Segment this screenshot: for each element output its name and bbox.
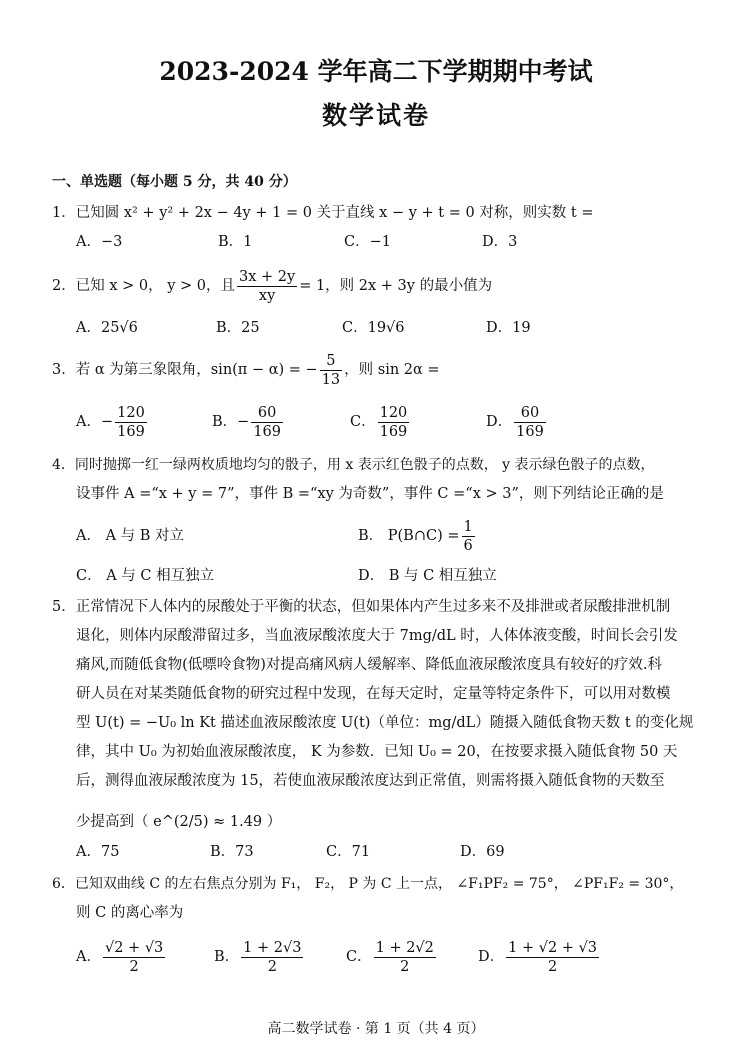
question-5-line-8: 少提高到（ e^(2/5) ≈ 1.49 ） <box>76 814 282 830</box>
fraction-numerator: 5 <box>320 352 342 371</box>
option-fraction <box>251 404 283 441</box>
question-2-fraction <box>237 268 297 305</box>
question-1-option-a: A．−3 <box>76 234 123 250</box>
fraction-numerator: 1 + 2√3 <box>243 939 302 956</box>
question-3-stem-start: 3．若 α 为第三象限角，sin(π − α) = − <box>52 362 318 378</box>
question-5-line-5: 型 U(t) = −U₀ ln Kt 描述血液尿酸浓度 U(t)（单位：mg/dL）随摄入随低食物天数 t 的变化规 <box>76 715 694 731</box>
question-5-line-4: 研人员在对某类随低食物的研究过程中发现，在每天定时，定量等特定条件下，可以用对数模 <box>76 686 671 702</box>
option-label: B． <box>214 949 240 965</box>
question-4-option-c: C． A 与 C 相互独立 <box>76 568 215 584</box>
fraction-denominator: 2 <box>547 958 558 975</box>
fraction-numerator: √2 + √3 <box>104 939 164 956</box>
question-5-line-1: 5．正常情况下人体内的尿酸处于平衡的状态，但如果体内产生过多来不及排泄或者尿酸排泄机制 <box>52 599 671 615</box>
question-4-option-d: D． B 与 C 相互独立 <box>358 568 497 584</box>
fraction-denominator: 2 <box>267 958 277 975</box>
fraction-denominator: 2 <box>129 958 139 975</box>
question-2-option-a: A．25√6 <box>76 320 138 336</box>
option-label: C． <box>346 949 372 965</box>
question-5-option-a: A．75 <box>76 844 120 860</box>
question-5-option-c: C．71 <box>326 844 371 860</box>
fraction-numerator: 1 <box>463 518 473 535</box>
question-3-option-d <box>486 400 548 444</box>
option-label: B．− <box>212 414 250 430</box>
fraction-denominator: 169 <box>379 423 408 440</box>
question-5-line-3: 痛风,而随低食物(低嘌呤食物)对提高痛风病人缓解率、降低血液尿酸浓度具有较好的疗效.科 <box>76 657 663 673</box>
fraction-numerator: 1 + √2 + √3 <box>508 939 598 956</box>
option-fraction <box>462 518 475 555</box>
fraction-numerator: 1 + 2√2 <box>375 939 434 956</box>
question-2-option-c: C．19√6 <box>342 320 405 336</box>
fraction-denominator: 169 <box>253 423 281 440</box>
option-fraction <box>378 404 410 441</box>
question-3-option-c <box>350 400 411 444</box>
fraction-denominator: 13 <box>321 371 341 388</box>
question-5-line-2: 退化，则体内尿酸滞留过多，当血液尿酸浓度大于 7mg/dL 时，人体体液变酸，时间长会引发 <box>76 628 678 644</box>
question-5-option-b: B．73 <box>210 844 254 860</box>
question-1-option-b: B．1 <box>218 234 253 250</box>
question-5-line-7: 后，测得血液尿酸浓度为 15，若使血液尿酸浓度达到正常值，则需将摄入随低食物的天数至 <box>76 773 665 789</box>
option-label: D． <box>478 949 505 965</box>
question-4-option-a: A． A 与 B 对立 <box>76 528 185 544</box>
fraction-numerator: 60 <box>251 404 283 423</box>
question-4-line-2: 设事件 A =“x + y = 7”，事件 B =“xy 为奇数”，事件 C =“x > 3”，则下列结论正确的是 <box>76 486 664 502</box>
option-fraction <box>514 404 546 441</box>
question-6-option-a <box>76 934 167 980</box>
question-6-option-d <box>478 934 601 980</box>
option-label: B． P(B∩C) = <box>358 528 460 544</box>
question-2-stem-end: = 1，则 2x + 3y 的最小值为 <box>299 278 493 294</box>
question-6-option-c <box>346 934 438 980</box>
section-heading: 一、单选题（每小题 5 分，共 40 分） <box>52 174 297 190</box>
question-3-option-a <box>76 400 149 444</box>
question-3-fraction <box>320 352 342 389</box>
page-footer: 高二数学试卷 · 第 1 页（共 4 页） <box>267 1021 485 1037</box>
fraction-numerator: 3x + 2y <box>239 268 296 285</box>
fraction-numerator: 120 <box>379 404 408 421</box>
question-1-option-c: C．−1 <box>344 234 391 250</box>
option-fraction <box>506 939 599 976</box>
question-1-stem: 1．已知圆 x² + y² + 2x − 4y + 1 = 0 关于直线 x − y + t = 0 对称，则实数 t = <box>52 205 594 221</box>
question-2-option-d: D．19 <box>486 320 531 336</box>
question-1-option-d: D．3 <box>482 234 518 250</box>
exam-title: 2023-2024 学年高二下学期期中考试 <box>159 57 593 86</box>
question-4-line-1: 4．同时抛掷一红一绿两枚质地均匀的骰子，用 x 表示红色骰子的点数， y 表示绿色骰子的点数， <box>52 457 655 473</box>
question-5-option-d: D．69 <box>460 844 505 860</box>
fraction-numerator: 60 <box>514 404 546 423</box>
question-3-option-b <box>212 400 285 444</box>
option-label: A． <box>76 949 101 965</box>
option-fraction <box>241 939 303 976</box>
fraction-denominator: xy <box>258 287 276 304</box>
fraction-denominator: 169 <box>516 423 544 440</box>
question-6-line-1: 6．已知双曲线 C 的左右焦点分别为 F₁， F₂， P 为 C 上一点， ∠F₁PF₂ = 75°， ∠PF₁F₂ = 30°， <box>52 876 684 892</box>
option-fraction <box>374 939 436 976</box>
fraction-denominator: 2 <box>400 958 410 975</box>
exam-subtitle: 数学试卷 <box>321 101 430 130</box>
option-fraction <box>103 939 165 976</box>
option-label: C． <box>350 414 376 430</box>
fraction-denominator: 6 <box>463 537 473 554</box>
option-label: D． <box>486 414 513 430</box>
question-2-option-b: B．25 <box>216 320 260 336</box>
fraction-numerator: 120 <box>117 404 145 421</box>
question-4-option-b <box>358 514 477 558</box>
question-3-stem-end: ，则 sin 2α = <box>344 362 440 378</box>
option-label: A．− <box>76 414 114 430</box>
question-3-stem <box>52 346 440 394</box>
fraction-denominator: 169 <box>117 423 145 440</box>
question-6-line-2: 则 C 的离心率为 <box>76 905 184 921</box>
question-2-stem-start: 2．已知 x > 0， y > 0，且 <box>52 278 235 294</box>
option-fraction <box>115 404 147 441</box>
question-2-stem <box>52 262 492 310</box>
question-5-line-6: 律，其中 U₀ 为初始血液尿酸浓度， K 为参数．已知 U₀ = 20，在按要求摄入随低食物 50 天 <box>76 744 678 760</box>
question-6-option-b <box>214 934 305 980</box>
